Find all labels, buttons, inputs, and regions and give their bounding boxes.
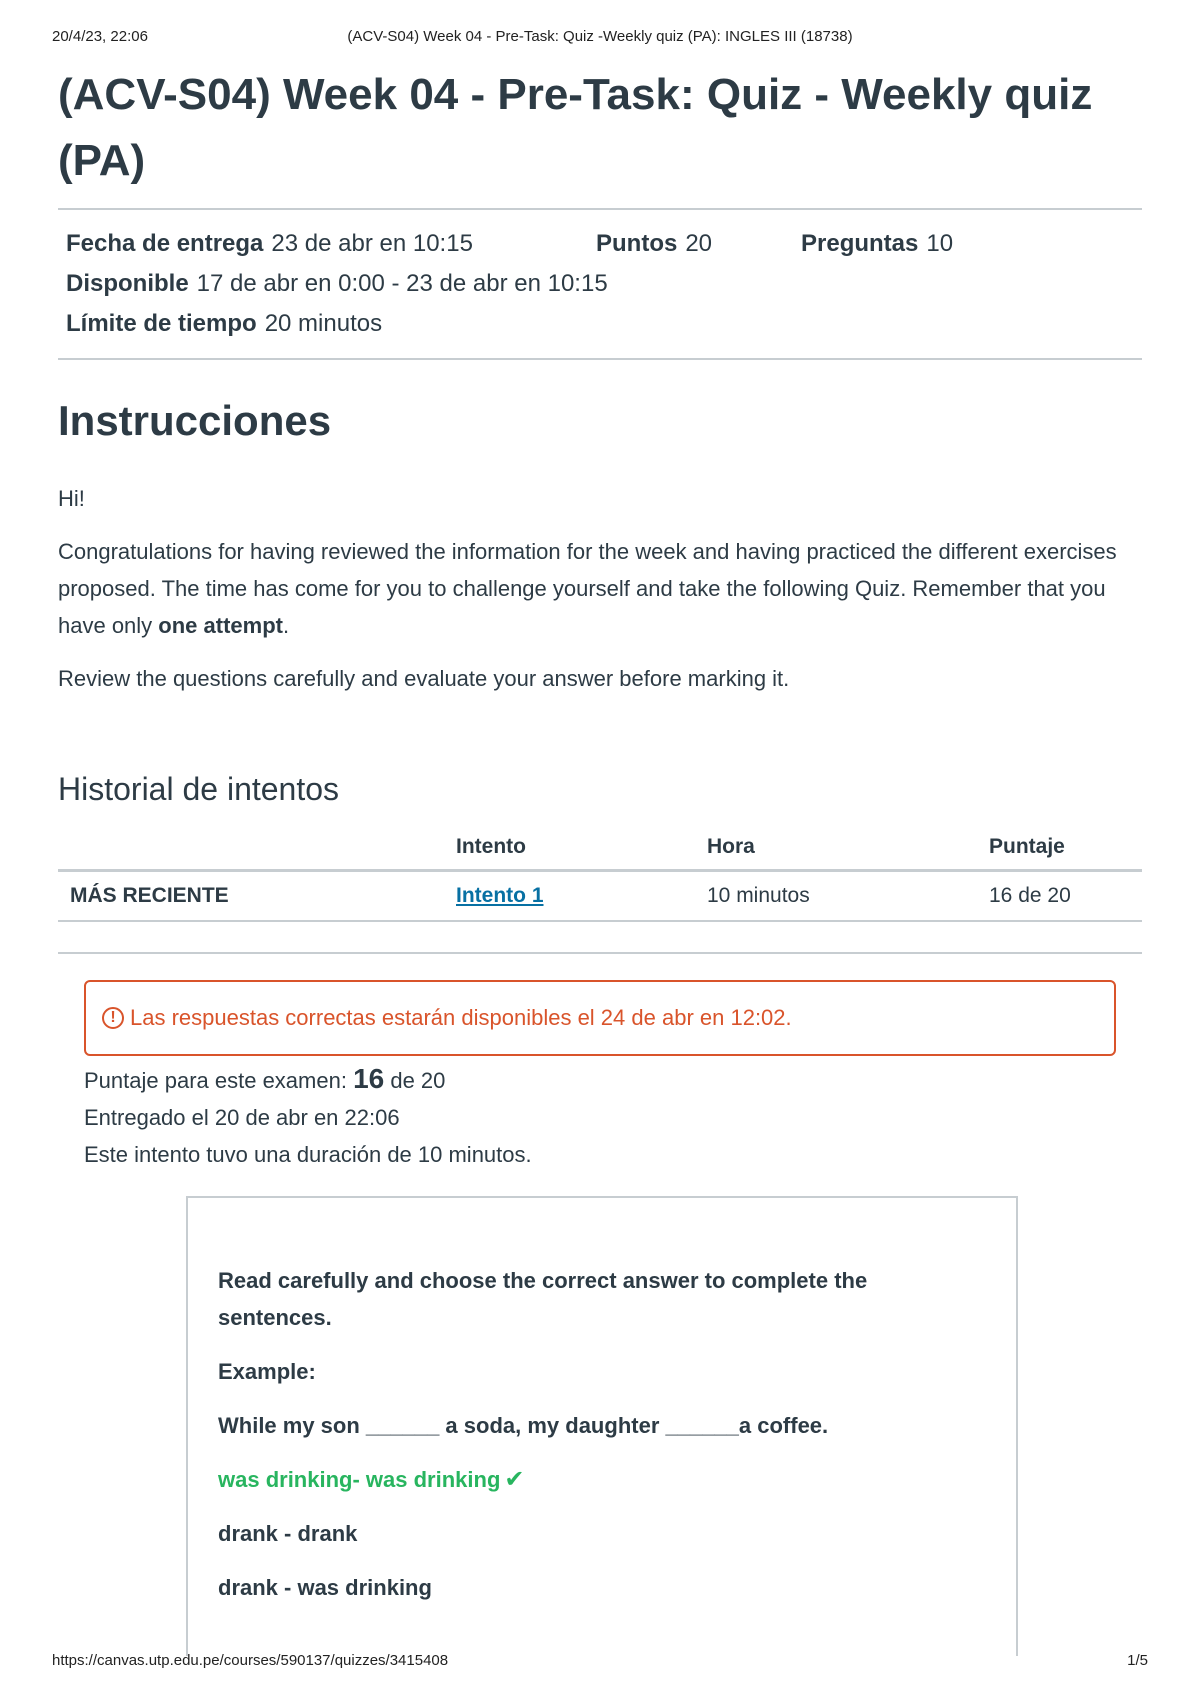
- column-header: [58, 829, 444, 871]
- attempt-result: [84, 1060, 1116, 1173]
- score-line: Puntaje para este examen: 16 de 20: [84, 1063, 446, 1094]
- available-label: Disponible: [66, 270, 189, 297]
- one-attempt-emphasis: one attempt: [158, 613, 283, 638]
- attempts-table: [58, 829, 1142, 922]
- submitted-line: Entregado el 20 de abr en 22:06: [84, 1105, 400, 1130]
- questions-value: 10: [926, 230, 954, 257]
- points-value: 20: [685, 230, 713, 257]
- page-number: 1/5: [1127, 1652, 1148, 1669]
- instructions-paragraph-1: Congratulations for having reviewed the information for the week and having practiced the different exercises proposed. The time has come for you to challenge yourself and take the following Quiz. Remember that you have only one attempt.: [58, 539, 1117, 638]
- attempt-link[interactable]: Intento 1: [456, 884, 544, 907]
- exclamation-circle-icon: !: [102, 1007, 124, 1029]
- quiz-details: [58, 210, 1142, 358]
- table-header-row: [58, 829, 1142, 871]
- answer-option: drank - drank: [218, 1521, 358, 1546]
- points-label: Puntos: [596, 230, 678, 257]
- questions-label: Preguntas: [801, 230, 919, 257]
- page-title: (ACV-S04) Week 04 - Pre-Task: Quiz - Weekly quiz (PA): [58, 70, 1093, 185]
- answer-option: drank - was drinking: [218, 1575, 432, 1600]
- due-value: 23 de abr en 10:15: [271, 230, 473, 257]
- score-value: 16: [353, 1063, 385, 1094]
- history-heading: Historial de intentos: [58, 771, 340, 807]
- available-value: 17 de abr en 0:00 - 23 de abr en 10:15: [196, 270, 608, 297]
- divider: [58, 358, 1142, 360]
- instructions-paragraph-2: Review the questions carefully and evaluate your answer before marking it.: [58, 666, 790, 691]
- alert-text: Las respuestas correctas estarán disponibles el 24 de abr en 12:02.: [130, 1005, 792, 1030]
- instructions-body: [58, 480, 1142, 697]
- table-row: [58, 871, 1142, 922]
- column-header-time: Hora: [695, 829, 977, 871]
- attempt-score: 16 de 20: [977, 871, 1142, 922]
- column-header-score: Puntaje: [977, 829, 1142, 871]
- column-header-attempt: Intento: [444, 829, 695, 871]
- divider: [58, 952, 1142, 954]
- duration-line: Este intento tuvo una duración de 10 minutos.: [84, 1142, 532, 1167]
- print-url: https://canvas.utp.edu.pe/courses/590137/quizzes/3415408: [52, 1652, 449, 1669]
- attempt-recency: MÁS RECIENTE: [58, 871, 444, 922]
- answers-availability-alert: [84, 980, 1116, 1056]
- print-header: [52, 28, 1148, 48]
- question-sentence: While my son ______ a soda, my daughter ______a coffee.: [218, 1413, 829, 1438]
- instructions-heading: Instrucciones: [58, 397, 332, 444]
- main-content: [58, 62, 1142, 1173]
- question-prompt: Read carefully and choose the correct answer to complete the sentences.: [218, 1268, 868, 1330]
- attempt-time: 10 minutos: [695, 871, 977, 922]
- time-limit-label: Límite de tiempo: [66, 310, 257, 337]
- print-doc-title: (ACV-S04) Week 04 - Pre-Task: Quiz -Weekly quiz (PA): INGLES III (18738): [347, 28, 853, 45]
- time-limit-value: 20 minutos: [264, 310, 383, 337]
- due-label: Fecha de entrega: [66, 230, 264, 257]
- example-label: Example:: [218, 1359, 316, 1384]
- print-date: 20/4/23, 22:06: [52, 28, 148, 45]
- greeting: Hi!: [58, 486, 85, 511]
- check-icon: ✔: [504, 1466, 525, 1493]
- question-box: [186, 1196, 1018, 1656]
- answer-option-correct: was drinking- was drinking ✔: [218, 1461, 986, 1498]
